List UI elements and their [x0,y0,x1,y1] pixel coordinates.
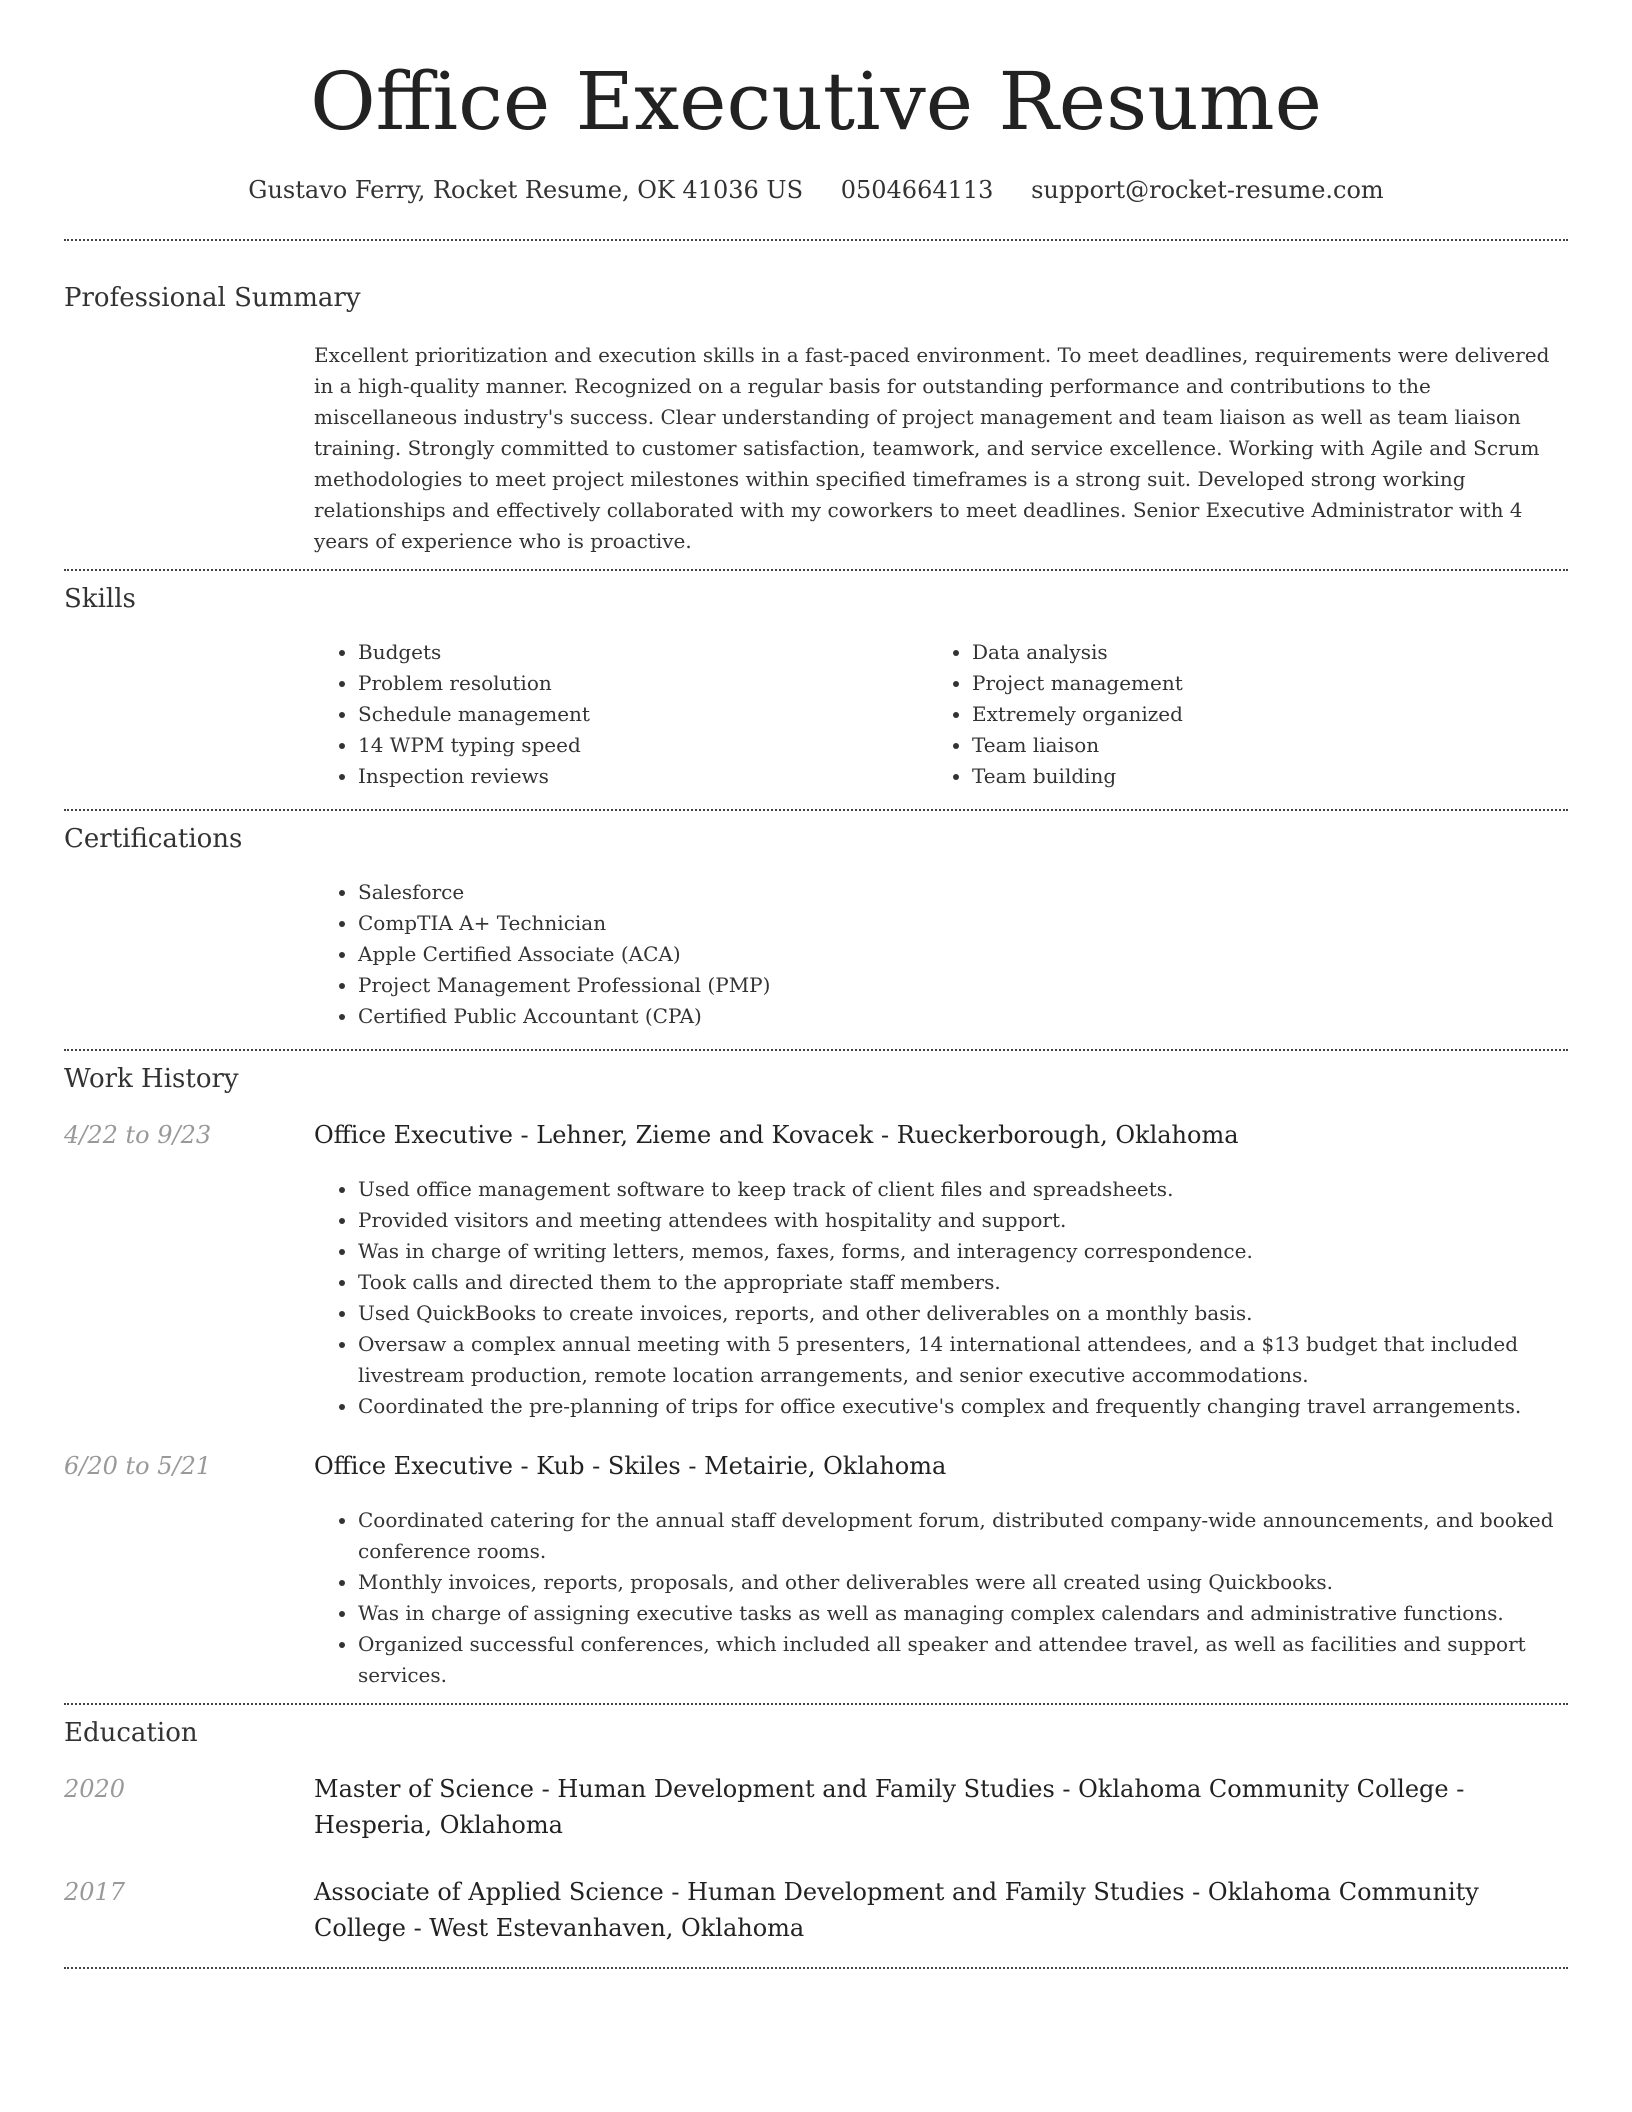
job-bullet: • Took calls and directed them to the appropriate staff members. [358,1267,1603,1298]
job-bullets [314,1174,1603,1422]
skill-item: • Data analysis [972,637,1532,668]
section-title-work-history: Work History [64,1064,239,1094]
divider [64,1967,1568,1969]
section-title-skills: Skills [64,584,136,614]
contact-line [0,170,1632,210]
job-bullet: • Was in charge of writing letters, memos, faxes, forms, and interagency correspondence. [358,1236,1603,1267]
job-bullet: • Provided visitors and meeting attendees with hospitality and support. [358,1205,1603,1236]
resume-title: Office Executive Resume [310,55,1322,148]
contact-email[interactable]: support@rocket-resume.com [1031,176,1384,204]
divider [64,239,1568,241]
skill-item: • Inspection reviews [358,761,918,792]
job-title: Office Executive - Kub - Skiles - Metairie, Oklahoma [314,1452,947,1480]
job-dates: 6/20 to 5/21 [64,1452,212,1480]
job-bullets [314,1505,1603,1691]
contact-address: Gustavo Ferry, Rocket Resume, OK 41036 US [248,176,804,204]
divider [64,1703,1568,1705]
divider [64,809,1568,811]
divider [64,569,1568,571]
job-bullet: • Coordinated catering for the annual staff development forum, distributed company-wide announcements, and booked conference rooms. [358,1505,1603,1567]
section-title-education: Education [64,1718,198,1748]
skill-item: • Extremely organized [972,699,1532,730]
skill-item: • 14 WPM typing speed [358,730,918,761]
education-year: 2017 [64,1878,126,1906]
skill-item: • Schedule management [358,699,918,730]
job-bullet: • Used office management software to keep track of client files and spreadsheets. [358,1174,1603,1205]
skills-list-left [314,637,918,792]
job-bullet: • Organized successful conferences, which included all speaker and attendee travel, as well as facilities and support services. [358,1629,1603,1691]
certification-item: • Certified Public Accountant (CPA) [358,1001,1558,1032]
skills-list-right [928,637,1532,792]
job-bullet: • Monthly invoices, reports, proposals, and other deliverables were all created using Quickbooks. [358,1567,1603,1598]
skill-item: • Budgets [358,637,918,668]
certifications-list [314,877,1558,1032]
section-title-certifications: Certifications [64,824,243,854]
divider [64,1049,1568,1051]
certification-item: • Salesforce [358,877,1558,908]
job-bullet: • Was in charge of assigning executive tasks as well as managing complex calendars and administrative functions. [358,1598,1603,1629]
skill-item: • Team building [972,761,1532,792]
summary-text: Excellent prioritization and execution skills in a fast-paced environment. To meet deadlines, requirements were delivered in a high-quality manner. Recognized on a regular basis for outstanding performance and contributions to the miscellaneous industry's success. Clear understanding of project management and team liaison as well as team liaison training. Strongly committed to customer satisfaction, teamwork, and service excellence. Working with Agile and Scrum methodologies to meet project milestones within specified timeframes is a strong suit. Developed strong working relationships and effectively collaborated with my coworkers to meet deadlines. Senior Executive Administrator with 4 years of experience who is proactive. [314,343,1550,553]
job-bullet: • Used QuickBooks to create invoices, reports, and other deliverables on a monthly basis. [358,1298,1603,1329]
certification-item: • CompTIA A+ Technician [358,908,1558,939]
job-dates: 4/22 to 9/23 [64,1121,212,1149]
education-entry: Master of Science - Human Development and Family Studies - Oklahoma Community College - Hesperia, Oklahoma [314,1775,1465,1839]
skill-item: • Project management [972,668,1532,699]
contact-phone: 0504664113 [840,176,994,204]
job-bullet: • Coordinated the pre-planning of trips for office executive's complex and frequently changing travel arrangements. [358,1391,1603,1422]
certification-item: • Apple Certified Associate (ACA) [358,939,1558,970]
job-bullet: • Oversaw a complex annual meeting with 5 presenters, 14 international attendees, and a $13 budget that included livestream production, remote location arrangements, and senior executive accommodations. [358,1329,1603,1391]
certification-item: • Project Management Professional (PMP) [358,970,1558,1001]
job-title: Office Executive - Lehner, Zieme and Kovacek - Rueckerborough, Oklahoma [314,1121,1239,1149]
education-year: 2020 [64,1775,126,1803]
education-entry: Associate of Applied Science - Human Development and Family Studies - Oklahoma Community College - West Estevanhaven, Oklahoma [314,1878,1479,1942]
skill-item: • Team liaison [972,730,1532,761]
section-title-summary: Professional Summary [64,283,361,313]
skill-item: • Problem resolution [358,668,918,699]
